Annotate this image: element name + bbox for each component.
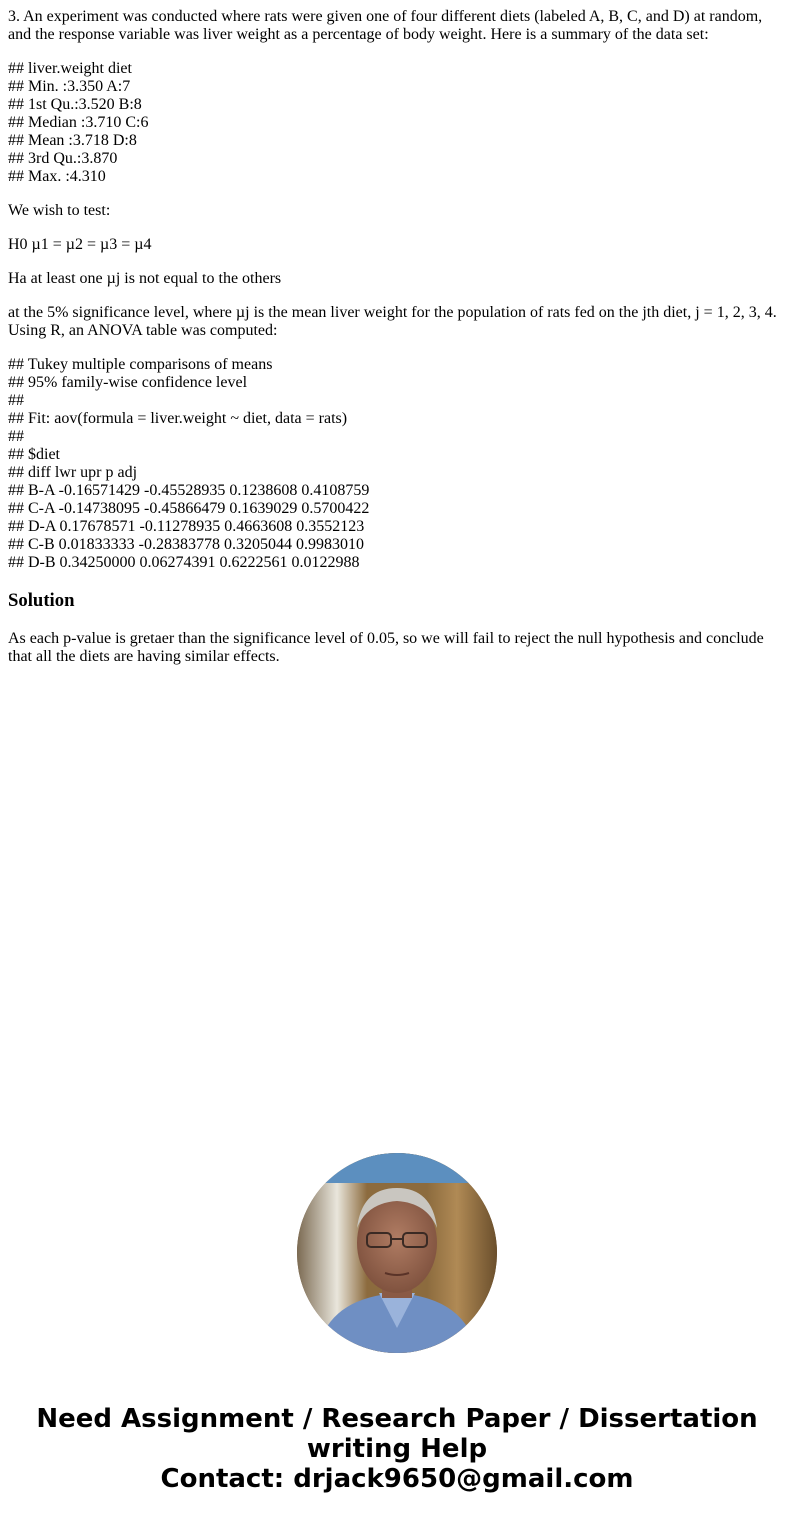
tukey-line: ## [8,428,24,445]
tukey-line: ## B-A -0.16571429 -0.45528935 0.1238608 0.4108759 [8,482,370,499]
tukey-line: ## $diet [8,446,60,463]
document-body [8,8,786,682]
tukey-line: ## [8,392,24,409]
summary-block [8,60,786,186]
tukey-line: ## C-B 0.01833333 -0.28383778 0.3205044 0.9983010 [8,536,364,553]
footer-line-2: writing Help [306,1434,488,1464]
significance-text: at the 5% significance level, where µj is the mean liver weight for the population of rats fed on the jth diet, j = 1, 2, 3, 4. Using R, an ANOVA table was computed: [8,304,777,339]
tukey-line: ## D-B 0.34250000 0.06274391 0.6222561 0.0122988 [8,554,360,571]
solution-text: As each p-value is gretaer than the significance level of 0.05, so we will fail to reject the null hypothesis and conclude that all the diets are having similar effects. [8,630,764,665]
summary-line: ## 3rd Qu.:3.870 [8,150,118,167]
footer-contact: Contact: drjack9650@gmail.com [160,1464,634,1494]
summary-line: ## 1st Qu.:3.520 B:8 [8,96,142,113]
solution-heading: Solution [8,590,75,611]
tukey-line: ## Tukey multiple comparisons of means [8,356,273,373]
portrait-image [297,1153,497,1353]
tukey-line: ## C-A -0.14738095 -0.45866479 0.1639029 0.5700422 [8,500,370,517]
alternative-hypothesis: Ha at least one µj is not equal to the others [8,270,282,287]
test-intro: We wish to test: [8,202,111,219]
question-intro: 3. An experiment was conducted where rats were given one of four different diets (labeled A, B, C, and D) at random, and the response variable was liver weight as a percentage of body weight. Here is a summary of the data set: [8,8,763,43]
tukey-line: ## D-A 0.17678571 -0.11278935 0.4663608 0.3552123 [8,518,365,535]
footer-line-1: Need Assignment / Research Paper / Dissertation [36,1404,758,1434]
promo-footer [0,1404,794,1494]
tukey-line: ## 95% family-wise confidence level [8,374,248,391]
summary-line: ## Median :3.710 C:6 [8,114,149,131]
tukey-output-block [8,356,786,572]
null-hypothesis: H0 µ1 = µ2 = µ3 = µ4 [8,236,152,253]
tukey-line: ## Fit: aov(formula = liver.weight ~ diet, data = rats) [8,410,348,427]
tukey-line: ## diff lwr upr p adj [8,464,138,481]
summary-line: ## Max. :4.310 [8,168,106,185]
summary-line: ## Mean :3.718 D:8 [8,132,137,149]
summary-line: ## liver.weight diet [8,60,132,77]
summary-line: ## Min. :3.350 A:7 [8,78,131,95]
author-photo [297,1153,497,1353]
